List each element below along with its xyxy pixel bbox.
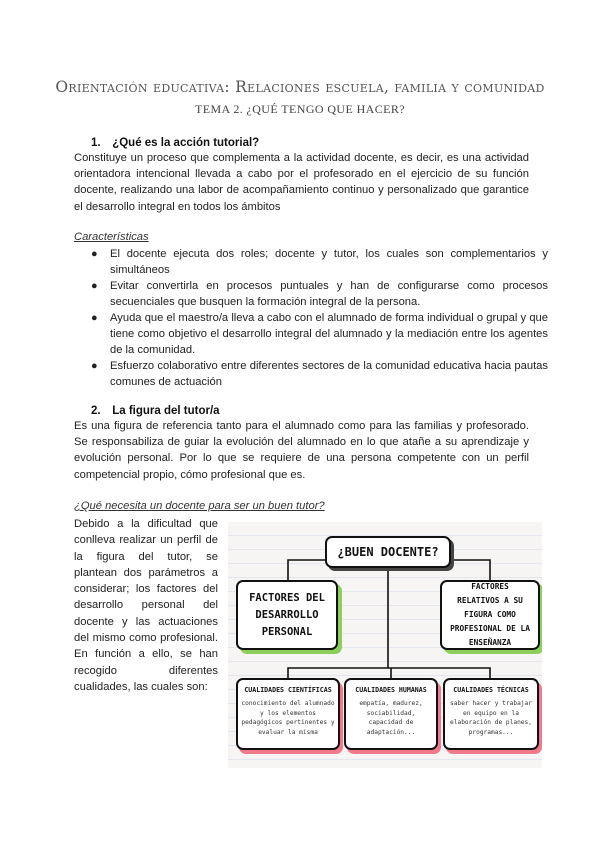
list-item-text: Ayuda que el maestro/a lleva a cabo con el alumnado de forma individual o grupal y que tiene como objetivo el desarrollo integral del alumnado y la mediación entre los agentes de la comunidad. xyxy=(110,312,548,356)
diagram-technical-qualities-box xyxy=(443,678,539,750)
bullet-icon: ● xyxy=(91,280,98,292)
document-title: Orientación educativa: Relaciones escuela, familia y comunidad xyxy=(55,78,545,96)
connector-bottom xyxy=(288,668,490,678)
diagram-human-qualities-box xyxy=(344,678,438,750)
bullet-icon: ● xyxy=(91,312,98,324)
scientific-qualities-body: conocimiento del alumnado y los elementos pedagógicos pertinentes y evaluar la misma xyxy=(241,700,335,736)
section-2-number: 2. xyxy=(91,405,101,417)
technical-qualities-body: saber hacer y trabajar en equipo en la elaboración de planes, programas... xyxy=(450,700,532,736)
list-item xyxy=(91,278,548,310)
list-item xyxy=(91,246,548,278)
bullet-icon: ● xyxy=(91,248,98,260)
list-item xyxy=(91,310,548,358)
list-item-text: El docente ejecuta dos roles; docente y tutor, los cuales son complementarios y simultáneos xyxy=(110,248,548,276)
section-2-paragraph: Es una figura de referencia tanto para el alumnado como para las familias y profesorado. Se responsabiliza de guiar la evolución del alumnado en lo que atañe a su aprendizaje y evolución personal. Por lo que se requiere de una persona competente con un perfil competencial propio, cómo profesional que es. xyxy=(74,420,529,481)
characteristics-label: Características xyxy=(74,231,149,243)
section-1-title: ¿Qué es la acción tutorial? xyxy=(112,137,260,149)
human-qualities-body: empatía, madurez, sociabilidad, capacidad de adaptación... xyxy=(359,700,423,736)
diagram-professional-factors-box xyxy=(440,580,540,650)
good-teacher-diagram xyxy=(228,522,542,768)
question-label: ¿Qué necesita un docente para ser un buen tutor? xyxy=(74,500,325,512)
technical-qualities-title: CUALIDADES TÉCNICAS xyxy=(453,686,529,694)
list-item xyxy=(91,358,548,390)
diagram-scientific-qualities-box xyxy=(236,678,340,750)
personal-factors-label: FACTORES DEL DESARROLLO PERSONAL xyxy=(249,591,325,638)
connector-left xyxy=(288,560,325,580)
tutor-profile-text: Debido a la dificultad que conlleva realizar un perfil de la figura del tutor, se plantean dos parámetros a considerar; los factores del desarrollo personal del docente y las actuaciones del mismo como profesional. En función a ello, se han recogido diferentes cualidades, las cuales son: xyxy=(74,518,218,693)
section-2-title: La figura del tutor/a xyxy=(112,405,220,417)
diagram-root-box: ¿BUEN DOCENTE? xyxy=(325,536,451,568)
section-1-paragraph: Constituye un proceso que complementa a la actividad docente, es decir, es una actividad orientadora intencional llevada a cabo por el profesorado en el ejercicio de su función docente, realizando una labor de acompañamiento continuo y personalizado que garantice el desarrollo integral en todos los ámbitos xyxy=(74,152,529,213)
topic-subtitle: TEMA 2. ¿QUÉ TENGO QUE HACER? xyxy=(194,102,406,116)
connector-right xyxy=(451,560,490,580)
section-2-heading xyxy=(91,405,220,417)
list-item-text: Evitar convertirla en procesos puntuales y han de configurarse como procesos secuenciales que busquen la formación integral de la persona. xyxy=(110,280,548,308)
diagram-personal-factors-box xyxy=(236,580,338,650)
scientific-qualities-title: CUALIDADES CIENTÍFICAS xyxy=(244,686,332,694)
professional-factors-label: FACTORES RELATIVOS A SU FIGURA COMO PROFESIONAL DE LA ENSEÑANZA xyxy=(450,582,530,647)
human-qualities-title: CUALIDADES HUMANAS xyxy=(355,686,427,694)
section-1-heading xyxy=(91,137,259,149)
bullet-icon: ● xyxy=(91,360,98,372)
characteristics-list xyxy=(91,246,548,390)
list-item-text: Esfuerzo colaborativo entre diferentes sectores de la comunidad educativa hacia pautas comunes de actuación xyxy=(110,360,548,388)
section-1-number: 1. xyxy=(91,137,101,149)
